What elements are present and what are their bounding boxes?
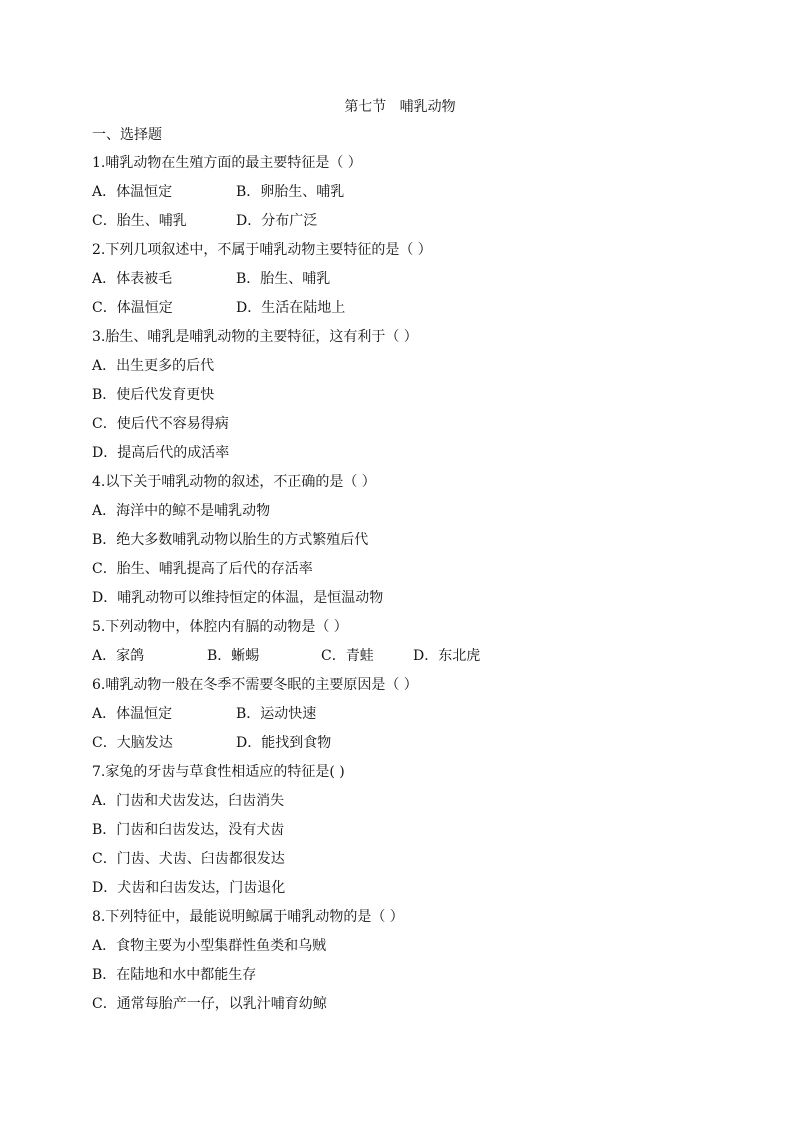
- question-list: [92, 153, 732, 1023]
- answer-option: B．在陆地和水中都能生存: [92, 967, 257, 983]
- answer-option: D．生活在陆地上: [236, 300, 346, 316]
- answer-option: D．东北虎: [413, 648, 481, 664]
- option-row: [92, 530, 732, 559]
- option-row: [92, 994, 732, 1023]
- answer-option: B．蜥蜴: [207, 648, 260, 664]
- answer-option: A．家鸽: [92, 648, 145, 664]
- answer-option: B．使后代发育更快: [92, 387, 215, 403]
- option-row: [92, 965, 732, 994]
- answer-option: A．体温恒定: [92, 706, 173, 722]
- page-title: 第七节 哺乳动物: [344, 99, 456, 115]
- answer-option: D．分布广泛: [236, 213, 318, 229]
- option-row: [92, 820, 732, 849]
- option-row: [92, 646, 732, 675]
- option-row: [92, 182, 732, 211]
- answer-option: B．卵胎生、哺乳: [236, 184, 345, 200]
- option-row: [92, 559, 732, 588]
- question-stem: 1.哺乳动物在生殖方面的最主要特征是（ ）: [92, 155, 362, 171]
- answer-option: C．青蛙: [321, 648, 374, 664]
- option-row: [92, 588, 732, 617]
- question-stem: 7.家兔的牙齿与草食性相适应的特征是( ): [92, 764, 345, 780]
- section-heading: 一、选择题: [92, 127, 162, 143]
- option-row: [92, 733, 732, 762]
- answer-option: A．出生更多的后代: [92, 358, 215, 374]
- option-row: [92, 704, 732, 733]
- answer-option: A．食物主要为小型集群性鱼类和乌贼: [92, 938, 327, 954]
- answer-option: A．门齿和犬齿发达，臼齿消失: [92, 793, 285, 809]
- answer-option: B．胎生、哺乳: [236, 271, 331, 287]
- answer-option: B．绝大多数哺乳动物以胎生的方式繁殖后代: [92, 532, 369, 548]
- question-stem: 8.下列特征中，最能说明鲸属于哺乳动物的是（ ）: [92, 909, 404, 925]
- question-stem: 6.哺乳动物一般在冬季不需要冬眠的主要原因是（ ）: [92, 677, 418, 693]
- question-stem: 3.胎生、哺乳是哺乳动物的主要特征，这有利于（ ）: [92, 329, 418, 345]
- option-row: [92, 356, 732, 385]
- answer-option: D．能找到食物: [236, 735, 332, 751]
- option-row: [92, 385, 732, 414]
- option-row: [92, 501, 732, 530]
- answer-option: C．胎生、哺乳提高了后代的存活率: [92, 561, 313, 577]
- answer-option: C．大脑发达: [92, 735, 173, 751]
- option-row: [92, 936, 732, 965]
- option-row: [92, 414, 732, 443]
- answer-option: C．体温恒定: [92, 300, 173, 316]
- option-row: [92, 269, 732, 298]
- answer-option: B．门齿和臼齿发达，没有犬齿: [92, 822, 285, 838]
- option-row: [92, 791, 732, 820]
- question-stem: 2.下列几项叙述中，不属于哺乳动物主要特征的是（ ）: [92, 242, 432, 258]
- question-stem: 4.以下关于哺乳动物的叙述，不正确的是（ ）: [92, 474, 376, 490]
- answer-option: C．通常每胎产一仔，以乳汁哺育幼鲸: [92, 996, 327, 1012]
- answer-option: C．使后代不容易得病: [92, 416, 229, 432]
- option-row: [92, 878, 732, 907]
- option-row: [92, 298, 732, 327]
- answer-option: D．哺乳动物可以维持恒定的体温，是恒温动物: [92, 590, 384, 606]
- answer-option: A．体表被毛: [92, 271, 173, 287]
- answer-option: B．运动快速: [236, 706, 317, 722]
- option-row: [92, 443, 732, 472]
- answer-option: A．海洋中的鲸不是哺乳动物: [92, 503, 271, 519]
- answer-option: C．门齿、犬齿、臼齿都很发达: [92, 851, 285, 867]
- answer-option: D．犬齿和臼齿发达，门齿退化: [92, 880, 286, 896]
- answer-option: A．体温恒定: [92, 184, 173, 200]
- question-stem: 5.下列动物中，体腔内有膈的动物是（ ）: [92, 619, 348, 635]
- answer-option: D．提高后代的成活率: [92, 445, 230, 461]
- option-row: [92, 211, 732, 240]
- option-row: [92, 849, 732, 878]
- answer-option: C．胎生、哺乳: [92, 213, 187, 229]
